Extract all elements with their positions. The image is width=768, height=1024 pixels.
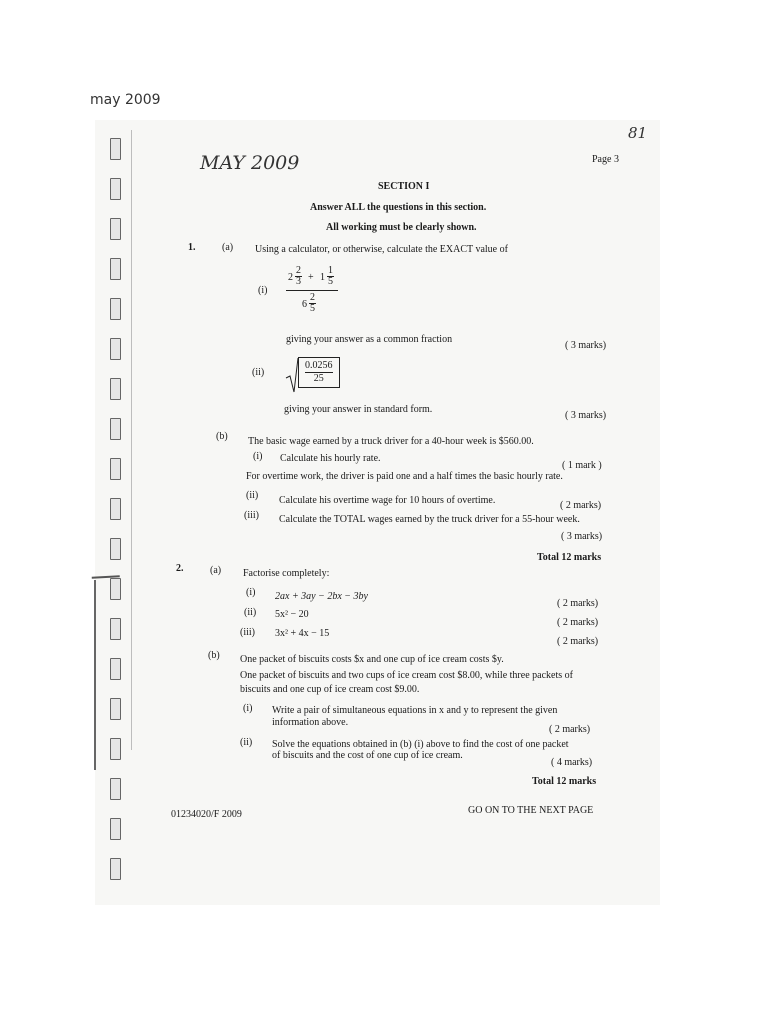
q1ai-marks: ( 3 marks): [565, 340, 607, 351]
q1aii-radicand-num: 0.0256: [305, 360, 333, 371]
q1ai-whole-6: 6: [302, 299, 307, 310]
q2b-text2-line2: biscuits and one cup of ice cream cost $9.00.: [240, 684, 420, 695]
binder-hole: [110, 458, 121, 480]
paper-edge-mark: [94, 580, 96, 770]
binder-hole: [110, 538, 121, 560]
q2ai-marks: ( 2 marks): [557, 598, 599, 609]
q2aii-marks: ( 2 marks): [557, 617, 599, 628]
q2a-label: (a): [210, 565, 222, 576]
q2-number: 2.: [176, 563, 184, 574]
sqrt-sign-icon: [285, 356, 299, 396]
binder-hole: [110, 138, 121, 160]
q1ai-main-fraction-denominator: [302, 292, 332, 318]
section-title: SECTION I: [378, 181, 430, 192]
q1a-text: Using a calculator, or otherwise, calculate the EXACT value of: [255, 244, 508, 255]
q1ai-fraction-2-3: [295, 266, 302, 287]
q1ai-whole-2: 2: [288, 272, 293, 283]
q1b-overtime-text: For overtime work, the driver is paid one and a half times the basic hourly rate.: [246, 471, 563, 482]
q2ai-label: (i): [246, 587, 256, 598]
q2b-text: One packet of biscuits costs $x and one cup of ice cream costs $y.: [240, 654, 504, 665]
q1bi-label: (i): [253, 451, 263, 462]
binder-hole: [110, 178, 121, 200]
q1aii-text: giving your answer in standard form.: [284, 404, 433, 415]
handwritten-date: MAY 2009: [200, 152, 300, 174]
q2a-text: Factorise completely:: [243, 568, 330, 579]
q1ai-whole-1: 1: [320, 272, 325, 283]
margin-line: [131, 130, 132, 750]
q1aii-radicand: [298, 357, 340, 388]
q1ai-fraction-2-5: [309, 293, 316, 314]
q2b-text2-line1: One packet of biscuits and two cups of ice cream cost $8.00, while three packets of: [240, 670, 573, 681]
q1-total: Total 12 marks: [537, 552, 602, 563]
q1biii-label: (iii): [244, 510, 259, 521]
q2aii-expression: 5x² − 20: [275, 609, 309, 620]
q1a-label: (a): [222, 242, 234, 253]
q1ai-main-fraction-numerator: [286, 266, 338, 291]
q1ai-frac-num: 2: [296, 265, 301, 276]
q1bi-text: Calculate his hourly rate.: [280, 453, 381, 464]
q1aii-marks: ( 3 marks): [565, 410, 607, 421]
q2bii-marks: ( 4 marks): [551, 757, 593, 768]
footer-next-page: GO ON TO THE NEXT PAGE: [468, 805, 594, 816]
q1ai-frac-num: 1: [328, 265, 333, 276]
q2ai-expression: 2ax + 3ay − 2bx − 3by: [275, 591, 368, 602]
q2bi-line1: Write a pair of simultaneous equations in x and y to represent the given: [272, 705, 558, 716]
binder-hole: [110, 298, 121, 320]
q1aii-label: (ii): [252, 367, 265, 378]
q1ai-plus: +: [308, 272, 314, 283]
handwritten-mark: 81: [628, 124, 648, 142]
q1bii-text: Calculate his overtime wage for 10 hours of overtime.: [279, 495, 496, 506]
q1ai-fraction-1-5: [327, 266, 334, 287]
binder-hole: [110, 418, 121, 440]
page-label: Page 3: [592, 154, 619, 165]
binder-hole: [110, 338, 121, 360]
q1ai-frac-num: 2: [310, 292, 315, 303]
q2bii-label: (ii): [240, 737, 253, 748]
binder-hole: [110, 498, 121, 520]
q2bi-label: (i): [243, 703, 253, 714]
q2-total: Total 12 marks: [532, 776, 597, 787]
document-caption: may 2009: [90, 92, 161, 108]
binder-hole: [110, 778, 121, 800]
q1ai-frac-den: 5: [310, 303, 315, 314]
q2bii-line1: Solve the equations obtained in (b) (i) above to find the cost of one packet: [272, 739, 569, 750]
binder-hole: [110, 218, 121, 240]
q1bi-marks: ( 1 mark ): [562, 460, 602, 471]
q2aii-label: (ii): [244, 607, 257, 618]
q1biii-marks: ( 3 marks): [561, 531, 603, 542]
q1-number: 1.: [188, 242, 196, 253]
q2aiii-expression: 3x² + 4x − 15: [275, 628, 330, 639]
binder-hole: [110, 858, 121, 880]
q2aiii-label: (iii): [240, 627, 255, 638]
binder-hole: [110, 658, 121, 680]
q2b-label: (b): [208, 650, 220, 661]
q2bii-line2: of biscuits and the cost of one cup of ice cream.: [272, 750, 463, 761]
binder-hole: [110, 378, 121, 400]
binder-hole: [110, 818, 121, 840]
q1ai-frac-den: 5: [328, 276, 333, 287]
instruction-1: Answer ALL the questions in this section.: [310, 202, 487, 213]
binder-hole: [110, 698, 121, 720]
q1b-label: (b): [216, 431, 228, 442]
binder-holes: [110, 134, 122, 894]
instruction-2: All working must be clearly shown.: [326, 222, 477, 233]
binder-hole: [110, 258, 121, 280]
binder-hole: [110, 618, 121, 640]
q1biii-text: Calculate the TOTAL wages earned by the truck driver for a 55-hour week.: [279, 514, 580, 525]
q1bii-marks: ( 2 marks): [560, 500, 602, 511]
q2aiii-marks: ( 2 marks): [557, 636, 599, 647]
binder-hole: [110, 738, 121, 760]
q1ai-frac-den: 3: [296, 276, 301, 287]
q1aii-radicand-den: 25: [313, 373, 324, 384]
q2bi-marks: ( 2 marks): [549, 724, 591, 735]
q1ai-label: (i): [258, 285, 268, 296]
scanned-exam-page: [95, 120, 660, 905]
footer-code: 01234020/F 2009: [171, 809, 242, 820]
q1ai-text: giving your answer as a common fraction: [286, 334, 453, 345]
q2bi-line2: information above.: [272, 717, 349, 728]
q1bii-label: (ii): [246, 490, 259, 501]
q1b-text: The basic wage earned by a truck driver for a 40-hour week is $560.00.: [248, 436, 534, 447]
